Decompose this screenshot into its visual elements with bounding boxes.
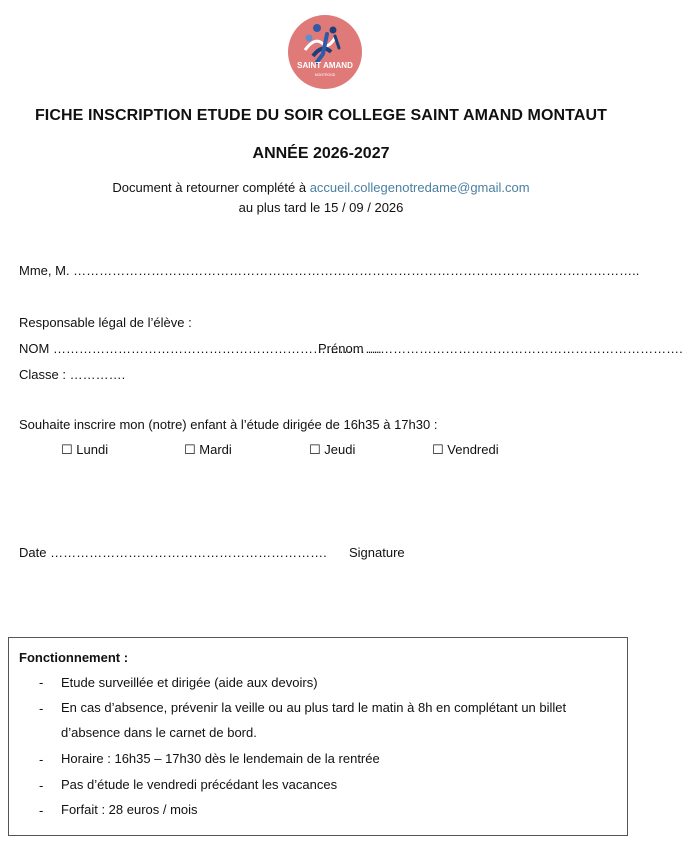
fonctionnement-item: Etude surveillée et dirigée (aide aux devoirs) — [61, 675, 318, 690]
logo-text: SAINT AMAND — [297, 61, 353, 70]
bullet-marker: - — [39, 778, 44, 793]
souhaite-label: Souhaite inscrire mon (notre) enfant à l’étude dirigée de 16h35 à 17h30 : — [19, 417, 438, 432]
fonctionnement-title: Fonctionnement : — [19, 650, 129, 665]
fonctionnement-item: Horaire : 16h35 – 17h30 dès le lendemain de la rentrée — [61, 751, 380, 766]
deadline-text: au plus tard le 15 / 09 / 2026 — [238, 200, 404, 215]
classe-field[interactable]: Classe : …………. — [19, 367, 126, 382]
bullet-marker: - — [39, 701, 44, 716]
school-logo — [287, 14, 363, 90]
checkbox-icon[interactable]: ☐ — [61, 442, 73, 457]
bullet-marker: - — [39, 803, 44, 818]
checkbox-vendredi[interactable] — [432, 442, 499, 458]
checkbox-mardi[interactable] — [184, 442, 232, 458]
day-label: Vendredi — [447, 442, 499, 457]
responsable-label: Responsable légal de l’élève : — [19, 315, 192, 330]
day-label: Mardi — [199, 442, 232, 457]
bullet-marker: - — [39, 675, 44, 690]
document-title: FICHE INSCRIPTION ETUDE DU SOIR COLLEGE SAINT AMAND MONTAUT — [34, 107, 608, 124]
people-logo-icon — [287, 14, 363, 90]
checkbox-icon[interactable]: ☐ — [309, 442, 321, 457]
nom-field[interactable]: NOM …………………………………………………………………. — [19, 341, 382, 356]
day-label: Jeudi — [324, 442, 356, 457]
instructions — [0, 178, 642, 218]
checkbox-jeudi[interactable] — [309, 442, 355, 458]
fonctionnement-item: En cas d’absence, prévenir la veille ou au plus tard le matin à 8h en complétant un billet d’absence dans le carnet de bord. — [61, 700, 567, 740]
bullet-marker: - — [39, 752, 44, 767]
instructions-prefix: Document à retourner complété à — [112, 180, 310, 195]
school-year: ANNÉE 2026-2027 — [252, 145, 390, 162]
fonctionnement-item: Forfait : 28 euros / mois — [61, 802, 198, 817]
fonctionnement-item: Pas d’étude le vendredi précédant les vacances — [61, 777, 338, 792]
fonctionnement-box — [8, 637, 628, 836]
checkbox-icon[interactable]: ☐ — [432, 442, 444, 457]
mme-m-field[interactable]: Mme, M. ………………………………………………………………………………………………………………….. — [19, 263, 640, 278]
checkbox-icon[interactable]: ☐ — [184, 442, 196, 457]
day-label: Lundi — [76, 442, 109, 457]
prenom-field[interactable]: Prénom ………………………………………………………………. — [318, 341, 683, 356]
date-field[interactable]: Date ………………………………………………………. — [19, 545, 327, 560]
instructions-line1 — [0, 178, 642, 198]
signature-label: Signature — [349, 545, 405, 560]
email-link[interactable]: accueil.collegenotredame@gmail.com — [309, 180, 530, 195]
logo-subtext: MONTROND — [314, 73, 336, 77]
checkbox-lundi[interactable] — [61, 442, 108, 458]
